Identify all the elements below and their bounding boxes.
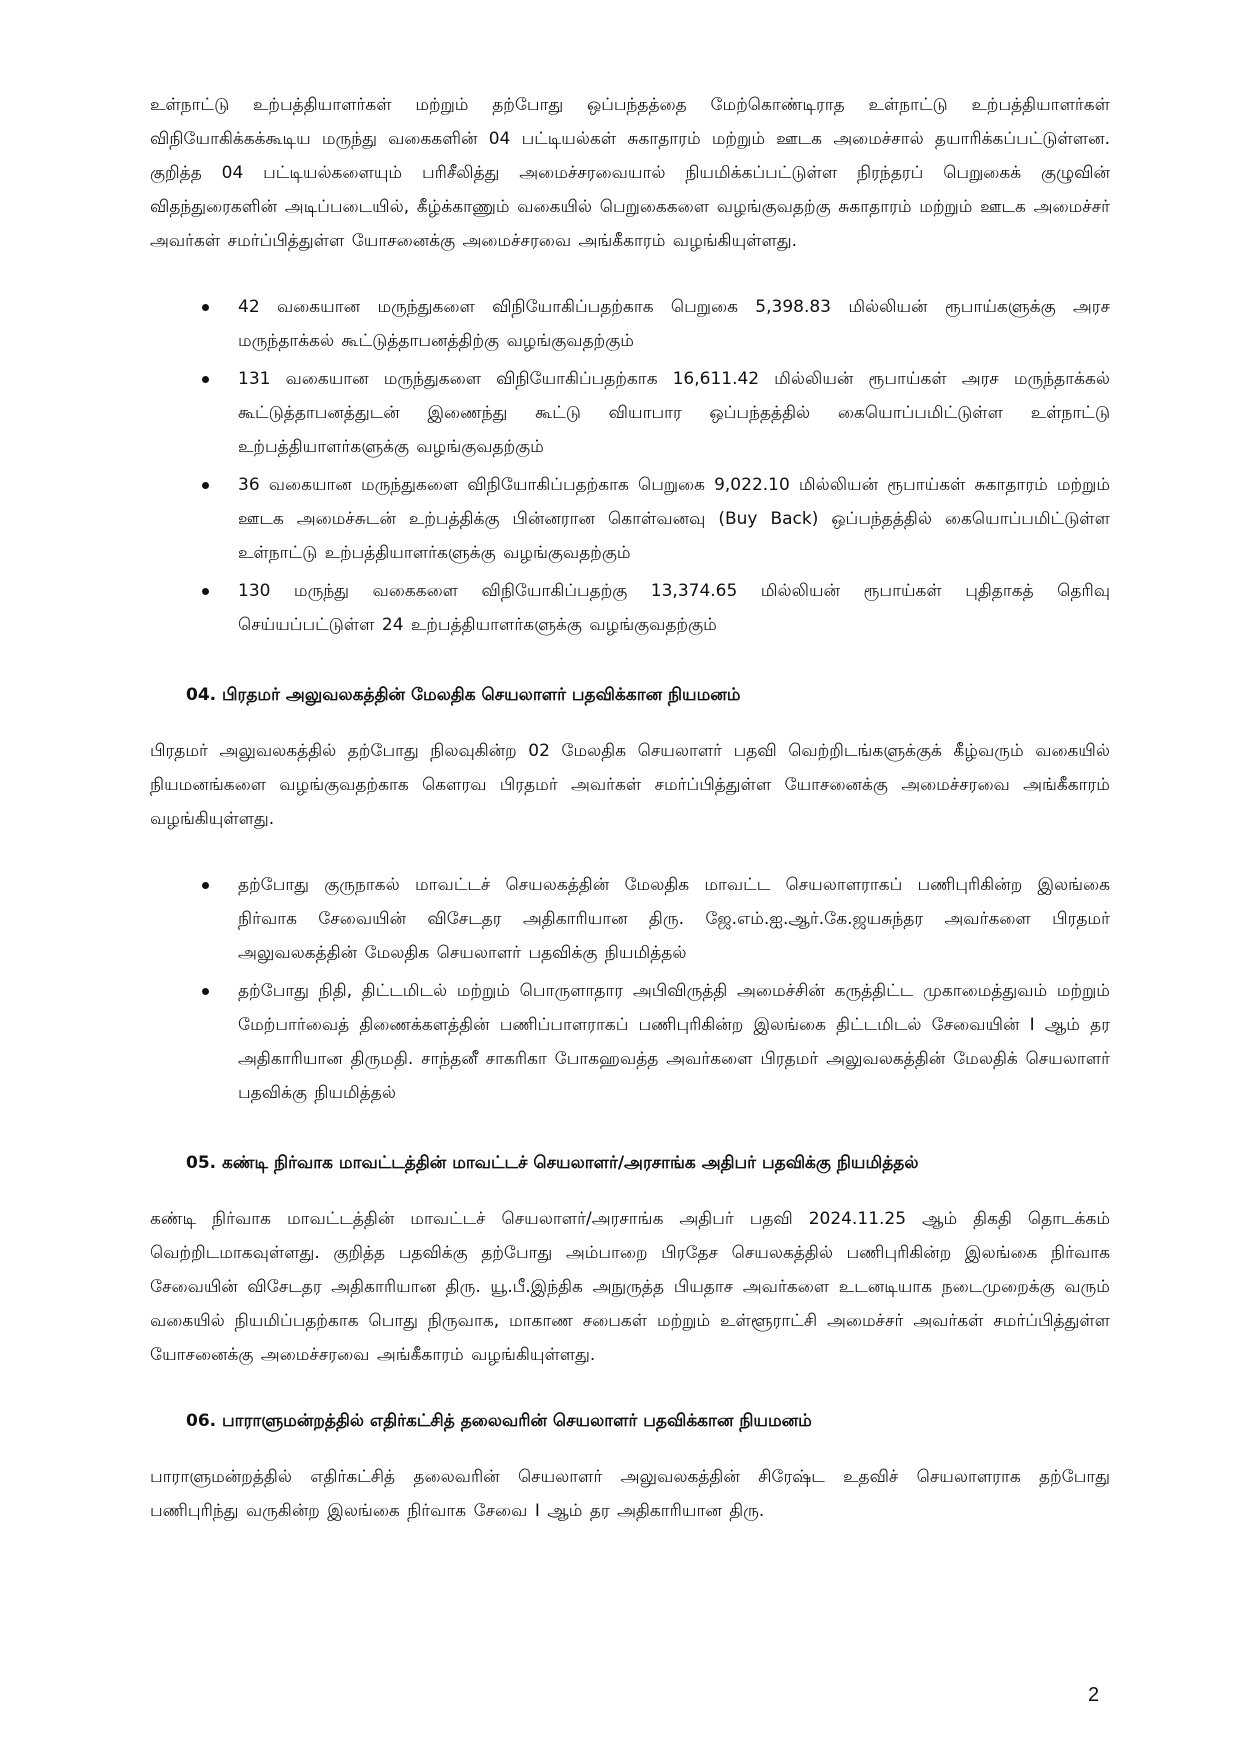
list-item-text: தற்போது நிதி, திட்டமிடல் மற்றும் பொருளாதார அபிவிருத்தி அமைச்சின் கருத்திட்ட முகாமைத்துவம் மற்றும் மேற்பார்வைத் திணைக்களத்தின் பணிப்பாளராகப் பணிபுரிகின்ற இலங்கை திட்டமிடல் சேவையின் I ஆம் தர அதிகாரியான திருமதி. சாந்தனீ சாகரிகா போகஹவத்த அவர்களை பிரதமர் அலுவலகத்தின் மேலதிக் செயலாளர் பதவிக்கு நியமித்தல் <box>238 981 1110 1103</box>
list-item <box>150 868 1110 970</box>
list-item <box>150 574 1110 642</box>
list-item-text: 36 வகையான மருந்துகளை விநியோகிப்பதற்காக பெறுகை 9,022.10 மில்லியன் ரூபாய்கள் சுகாதாரம் மற்றும் ஊடக அமைச்சுடன் உற்பத்திக்கு பின்னரான கொள்வனவு (Buy Back) ஒப்பந்தத்தில் கையொப்பமிட்டுள்ள உள்நாட்டு உற்பத்தியாளர்களுக்கு வழங்குவதற்கும் <box>238 475 1110 563</box>
section-heading-05: 05. கண்டி நிர்வாக மாவட்டத்தின் மாவட்டச் செயலாளர்/அரசாங்க அதிபர் பதவிக்கு நியமித்தல் <box>186 1153 919 1173</box>
paragraph-pm-office: பிரதமர் அலுவலகத்தில் தற்போது நிலவுகின்ற 02 மேலதிக செயலாளர் பதவி வெற்றிடங்களுக்குக் கீழ்வரும் வகையில் நியமனங்களை வழங்குவதற்காக கௌரவ பிரதமர் அவர்கள் சமர்ப்பித்துள்ள யோசனைக்கு அமைச்சரவை அங்கீகாரம் வழங்கியுள்ளது. <box>150 741 1110 829</box>
bullet-icon <box>202 588 209 595</box>
list-item-text: தற்போது குருநாகல் மாவட்டச் செயலகத்தின் மேலதிக மாவட்ட செயலாளராகப் பணிபுரிகின்ற இலங்கை நிர்வாக சேவையின் விசேடதர அதிகாரியான திரு. ஜே.எம்.ஐ.ஆர்.கே.ஜயசுந்தர அவர்களை பிரதமர் அலுவலகத்தின் மேலதிக செயலாளர் பதவிக்கு நியமித்தல் <box>238 875 1110 963</box>
page-number: 2 <box>1088 1684 1100 1706</box>
bullet-list-procurements <box>150 290 1110 642</box>
section-heading-06: 06. பாராளுமன்றத்தில் எதிர்கட்சித் தலைவரின் செயலாளர் பதவிக்கான நியமனம் <box>186 1411 812 1431</box>
section-heading-04: 04. பிரதமர் அலுவலகத்தின் மேலதிக செயலாளர் பதவிக்கான நியமனம் <box>186 685 741 705</box>
bullet-icon <box>202 376 209 383</box>
bullet-list-appointments <box>150 868 1110 1110</box>
bullet-icon <box>202 304 209 311</box>
document-page <box>150 88 1110 1560</box>
list-item <box>150 468 1110 570</box>
bullet-icon <box>202 988 209 995</box>
list-item-text: 130 மருந்து வகைகளை விநியோகிப்பதற்கு 13,374.65 மில்லியன் ரூபாய்கள் புதிதாகத் தெரிவு செய்யப்பட்டுள்ள 24 உற்பத்தியாளர்களுக்கு வழங்குவதற்கும் <box>238 581 1110 635</box>
list-item-text: 42 வகையான மருந்துகளை விநியோகிப்பதற்காக பெறுகை 5,398.83 மில்லியன் ரூபாய்களுக்கு அரச மருந்தாக்கல் கூட்டுத்தாபனத்திற்கு வழங்குவதற்கும் <box>238 297 1110 351</box>
list-item <box>150 290 1110 358</box>
paragraph-drug-lists: உள்நாட்டு உற்பத்தியாளர்கள் மற்றும் தற்போது ஒப்பந்தத்தை மேற்கொண்டிராத உள்நாட்டு உற்பத்தியாளர்கள் விநியோகிக்கக்கூடிய மருந்து வகைகளின் 04 பட்டியல்கள் சுகாதாரம் மற்றும் ஊடக அமைச்சால் தயாரிக்கப்பட்டுள்ளன. குறித்த 04 பட்டியல்களையும் பரிசீலித்து அமைச்சரவையால் நியமிக்கப்பட்டுள்ள நிரந்தரப் பெறுகைக் குழுவின் விதந்துரைகளின் அடிப்படையில், கீழ்க்காணும் வகையில் பெறுகைகளை வழங்குவதற்கு சுகாதாரம் மற்றும் ஊடக அமைச்சர் அவர்கள் சமர்ப்பித்துள்ள யோசனைக்கு அமைச்சரவை அங்கீகாரம் வழங்கியுள்ளது. <box>150 95 1110 251</box>
list-item <box>150 974 1110 1110</box>
paragraph-kandy-district: கண்டி நிர்வாக மாவட்டத்தின் மாவட்டச் செயலாளர்/அரசாங்க அதிபர் பதவி 2024.11.25 ஆம் திகதி தொடக்கம் வெற்றிடமாகவுள்ளது. குறித்த பதவிக்கு தற்போது அம்பாறை பிரதேச செயலகத்தில் பணிபுரிகின்ற இலங்கை நிர்வாக சேவையின் விசேடதர அதிகாரியான திரு. யூ.பீ.இந்திக அநுருத்த பியதாச அவர்களை உடனடியாக நடைமுறைக்கு வரும் வகையில் நியமிப்பதற்காக பொது நிருவாக, மாகாண சபைகள் மற்றும் உள்ளூராட்சி அமைச்சர் அவர்கள் சமர்ப்பித்துள்ள யோசனைக்கு அமைச்சரவை அங்கீகாரம் வழங்கியுள்ளது. <box>150 1209 1110 1365</box>
paragraph-opposition-leader: பாராளுமன்றத்தில் எதிர்கட்சித் தலைவரின் செயலாளர் அலுவலகத்தின் சிரேஷ்ட உதவிச் செயலாளராக தற்போது பணிபுரிந்து வருகின்ற இலங்கை நிர்வாக சேவை I ஆம் தர அதிகாரியான திரு. <box>150 1467 1110 1521</box>
list-item <box>150 362 1110 464</box>
bullet-icon <box>202 882 209 889</box>
list-item-text: 131 வகையான மருந்துகளை விநியோகிப்பதற்காக 16,611.42 மில்லியன் ரூபாய்கள் அரச மருந்தாக்கல் கூட்டுத்தாபனத்துடன் இணைந்து கூட்டு வியாபார ஒப்பந்தத்தில் கையொப்பமிட்டுள்ள உள்நாட்டு உற்பத்தியாளர்களுக்கு வழங்குவதற்கும் <box>238 369 1110 457</box>
bullet-icon <box>202 482 209 489</box>
